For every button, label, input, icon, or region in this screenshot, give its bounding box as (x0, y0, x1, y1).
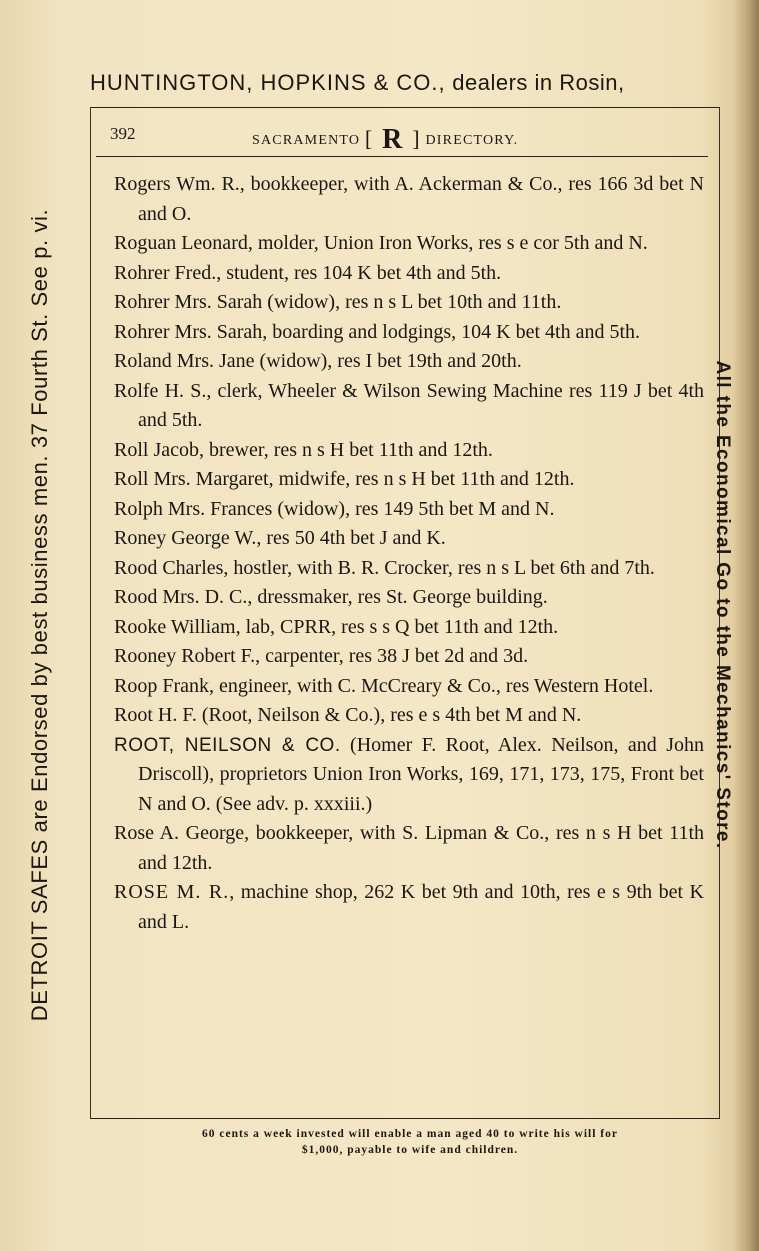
entry-text: , machine shop, 262 K bet 9th and 10th, res e s 9th bet K and L. (138, 881, 705, 933)
open-bracket: [ (364, 126, 374, 151)
directory-entries (114, 170, 704, 937)
header-rule (96, 156, 708, 157)
entry-text: Rohrer Mrs. Sarah (widow), res n s L bet 10th and 11th. (114, 291, 562, 313)
entry-text: Rolph Mrs. Frances (widow), res 149 5th bet M and N. (114, 497, 555, 520)
directory-entry (114, 524, 704, 554)
directory-entry-firm (114, 731, 704, 820)
directory-entry (114, 170, 704, 229)
entry-text: Rood Mrs. D. C., dressmaker, res St. George building. (114, 586, 548, 608)
directory-entry (114, 495, 704, 525)
entry-text: Roney George W., res 50 4th bet J and K. (114, 527, 446, 549)
directory-entry (114, 554, 704, 584)
directory-entry (114, 819, 704, 878)
section-letter: R (382, 124, 404, 155)
directory-entry (114, 465, 704, 495)
entry-text: Roguan Leonard, molder, Union Iron Works, res s e cor 5th and N. (114, 232, 648, 254)
directory-entry (114, 259, 704, 289)
directory-entry (114, 318, 704, 348)
entry-text: Roop Frank, engineer, with C. McCreary & Co., res Western Hotel. (114, 674, 654, 697)
firm-name: ROOT, NEILSON & CO. (114, 734, 341, 756)
entry-text: Rogers Wm. R., bookkeeper, with A. Ackerman & Co., res 166 3d bet N and O. (114, 173, 704, 225)
entry-text: Roll Mrs. Margaret, midwife, res n s H bet 11th and 12th. (114, 468, 575, 490)
top-advert-brand: HUNTINGTON, HOPKINS & CO., (90, 70, 446, 95)
right-margin-advert (702, 0, 742, 1251)
entry-text: Rose A. George, bookkeeper, with S. Lipman & Co., res n s H bet 11th and 12th. (114, 822, 704, 874)
close-bracket: ] (412, 126, 421, 151)
entry-text: Root H. F. (Root, Neilson & Co.), res e s 4th bet M and N. (114, 704, 582, 726)
entry-text: Rooney Robert F., carpenter, res 38 J bet 2d and 3d. (114, 645, 529, 667)
directory-entry (114, 613, 704, 643)
directory-entry (114, 701, 704, 731)
entry-name-caps: ROSE M. R. (114, 881, 230, 903)
left-margin-advert-text: DETROIT SAFES are Endorsed by best business men. 37 Fourth St. See p. vi. (27, 208, 52, 1022)
entry-text: Rood Charles, hostler, with B. R. Crocker, res n s L bet 6th and 7th. (114, 556, 655, 579)
directory-entry (114, 436, 704, 466)
entry-text: Roland Mrs. Jane (widow), res I bet 19th and 20th. (114, 350, 522, 372)
footer-line-2: $1,000, payable to wife and children. (301, 1144, 519, 1156)
directory-entry (114, 229, 704, 259)
footer-line-1: 60 cents a week invested will enable a man aged 40 to write his will for (201, 1128, 618, 1140)
running-title-right: DIRECTORY. (425, 133, 519, 148)
entry-text: Rooke William, lab, CPRR, res s s Q bet 11th and 12th. (114, 615, 559, 638)
directory-entry (114, 288, 704, 318)
running-title-left: SACRAMENTO (252, 133, 361, 148)
directory-entry (114, 642, 704, 672)
page-number: 392 (110, 124, 136, 143)
left-margin-advert (14, 0, 66, 1251)
entry-text: Rolfe H. S., clerk, Wheeler & Wilson Sewing Machine res 119 J bet 4th and 5th. (114, 379, 704, 431)
entry-text: Rohrer Mrs. Sarah, boarding and lodgings, 104 K bet 4th and 5th. (114, 320, 641, 343)
entry-text: (Homer F. Root, Alex. Neilson, and John Driscoll), proprietors Union Iron Works, 169, 171, 173, 175, Front bet N and O. (See adv. p. xxxiii.) (138, 733, 705, 815)
running-title (252, 124, 518, 156)
footer-advert (110, 1126, 710, 1158)
directory-entry (114, 377, 704, 436)
directory-entry (114, 672, 704, 702)
directory-entry (114, 583, 704, 613)
entry-text: Rohrer Fred., student, res 104 K bet 4th and 5th. (114, 261, 502, 284)
right-margin-advert-text: All the Economical Go to the Mechanics' Store. (712, 360, 733, 850)
running-head (110, 118, 700, 158)
directory-entry (114, 347, 704, 377)
entry-text: Roll Jacob, brewer, res n s H bet 11th and 12th. (114, 438, 493, 461)
top-advert-rest: dealers in Rosin, (452, 70, 625, 95)
top-advert-header (90, 70, 730, 96)
directory-entry (114, 878, 704, 937)
